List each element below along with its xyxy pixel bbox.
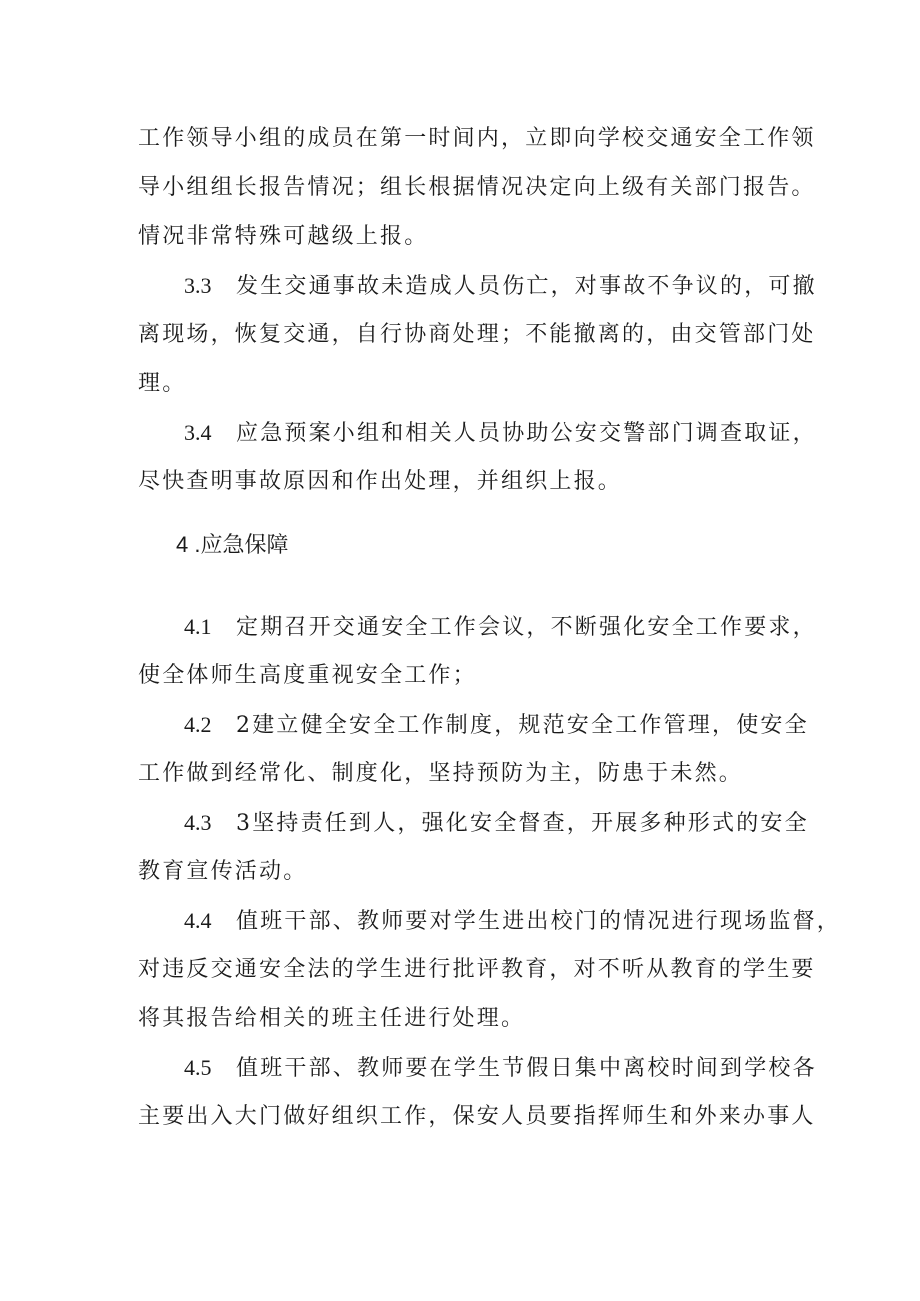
paragraph-line: 理。 bbox=[138, 371, 187, 396]
clause-text: 应急预案小组和相关人员协助公安交警部门调查取证， bbox=[236, 421, 817, 446]
clause-number: 4.2 bbox=[184, 712, 212, 737]
paragraph-line: 尽快查明事故原因和作出处理，并组织上报。 bbox=[138, 469, 623, 494]
clause-3-3-first-line bbox=[184, 271, 844, 302]
paragraph-line: 导小组组长报告情况；组长根据情况决定向上级有关部门报告。 bbox=[138, 175, 816, 200]
clause-text: 发生交通事故未造成人员伤亡，对事故不争议的，可撤 bbox=[236, 274, 817, 299]
paragraph-line: 工作领导小组的成员在第一时间内，立即向学校交通安全工作领 bbox=[138, 126, 816, 151]
clause-4-1-first-line bbox=[184, 612, 844, 643]
paragraph-line: 离现场，恢复交通，自行协商处理；不能撤离的，由交管部门处 bbox=[138, 322, 816, 347]
clause-4-2-first-line bbox=[184, 710, 844, 741]
paragraph-line: 情况非常特殊可越级上报。 bbox=[138, 224, 429, 249]
clause-4-4-first-line bbox=[184, 906, 844, 937]
clause-text: 3坚持责任到人，强化安全督查，开展多种形式的安全 bbox=[236, 811, 809, 836]
clause-4-3-first-line bbox=[184, 808, 844, 839]
clause-number: 4.3 bbox=[184, 810, 212, 835]
clause-text: 值班干部、教师要在学生节假日集中离校时间到学校各 bbox=[236, 1056, 817, 1081]
clause-4-5-first-line bbox=[184, 1053, 844, 1084]
paragraph-line: 工作做到经常化、制度化，坚持预防为主，防患于未然。 bbox=[138, 761, 744, 786]
clause-text: 值班干部、教师要对学生进出校门的情况进行现场监督， bbox=[236, 909, 842, 934]
paragraph-line: 使全体师生高度重视安全工作； bbox=[138, 663, 477, 688]
section-heading: 4 .应急保障 bbox=[176, 532, 289, 557]
clause-number: 4.4 bbox=[184, 908, 212, 933]
clause-number: 4.1 bbox=[184, 614, 212, 639]
clause-3-4-first-line bbox=[184, 418, 844, 449]
clause-number: 4.5 bbox=[184, 1055, 212, 1080]
clause-text: 定期召开交通安全工作会议，不断强化安全工作要求， bbox=[236, 615, 817, 640]
paragraph-line: 教育宣传活动。 bbox=[138, 859, 308, 884]
clause-number: 3.3 bbox=[184, 273, 212, 298]
paragraph-line: 将其报告给相关的班主任进行处理。 bbox=[138, 1006, 526, 1031]
clause-number: 3.4 bbox=[184, 420, 212, 445]
paragraph-line: 主要出入大门做好组织工作，保安人员要指挥师生和外来办事人 bbox=[138, 1104, 816, 1129]
paragraph-line: 对违反交通安全法的学生进行批评教育，对不听从教育的学生要 bbox=[138, 957, 816, 982]
clause-text: 2建立健全安全工作制度，规范安全工作管理，使安全 bbox=[236, 713, 809, 738]
